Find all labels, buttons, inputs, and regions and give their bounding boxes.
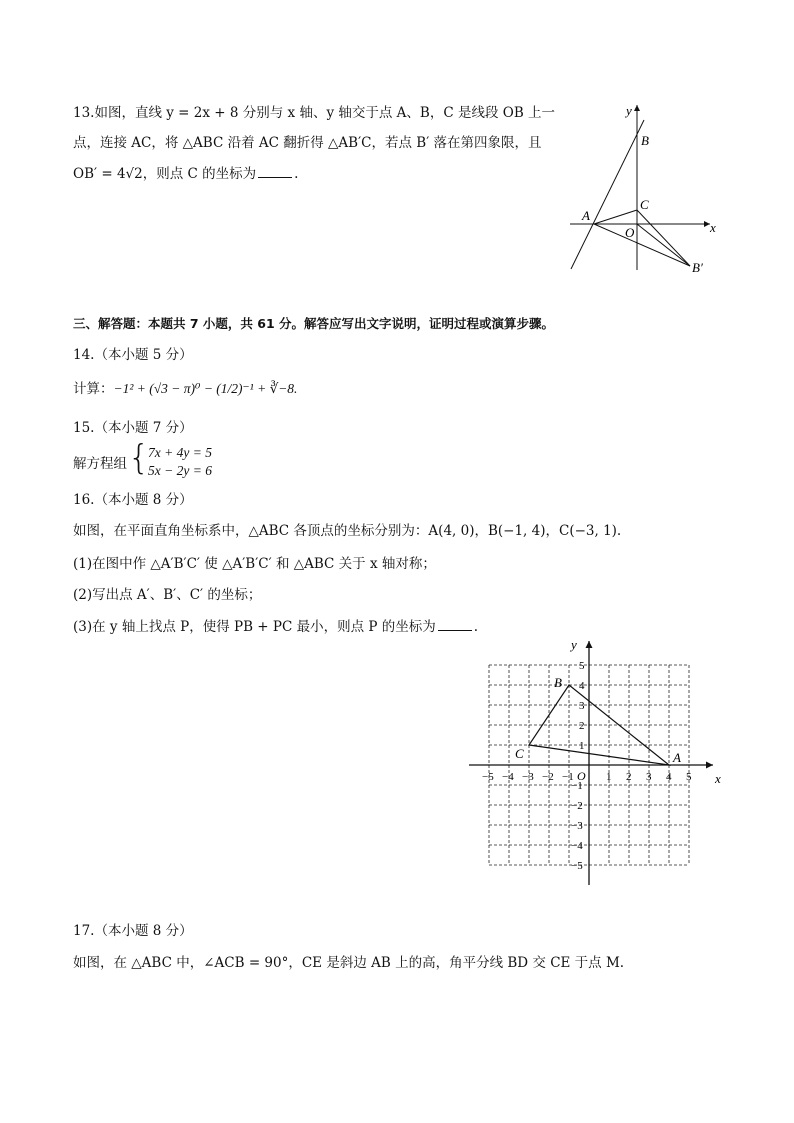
x-tick-label: −5 xyxy=(482,771,494,783)
point-b-label: B xyxy=(554,675,562,690)
q13-seg-obp xyxy=(637,224,690,266)
q13-label-y: y xyxy=(626,103,632,118)
answer-blank xyxy=(438,618,472,631)
q15-head: 15.（本小题 7 分） xyxy=(73,420,193,436)
y-tick-label: 3 xyxy=(579,700,585,712)
x-axis-label: x xyxy=(715,771,721,786)
q13-line-3-end: . xyxy=(294,166,299,182)
q17-head: 17.（本小题 8 分） xyxy=(73,923,193,939)
x-tick-label: 3 xyxy=(646,771,652,783)
q16-part-3-end: . xyxy=(473,619,479,635)
x-tick-label: −4 xyxy=(502,771,514,783)
y-tick-label: −2 xyxy=(571,800,583,812)
x-tick-label: 1 xyxy=(606,771,612,783)
y-tick-label: 2 xyxy=(579,720,585,732)
q13-label-b: B xyxy=(641,133,649,148)
y-tick-label: −4 xyxy=(571,840,583,852)
q13-line-1: 13.如图，直线 y = 2x + 8 分别与 x 轴、y 轴交于点 A、B，C 是线段 OB 上一 xyxy=(73,105,556,121)
q16-head: 16.（本小题 8 分） xyxy=(73,492,193,508)
y-tick-label: −5 xyxy=(571,860,583,872)
q13-label-x: x xyxy=(710,220,716,235)
x-tick-label: −3 xyxy=(522,771,534,783)
q13-seg-abp xyxy=(594,224,690,266)
answer-blank xyxy=(258,165,292,178)
q16-line-1: 如图，在平面直角坐标系中，△ABC 各顶点的坐标分别为：A(4, 0)，B(−1, 4)，C(−3, 1). xyxy=(73,523,622,539)
y-tick-label: 1 xyxy=(579,740,585,752)
section-3-title: 三、解答题：本题共 7 小题，共 61 分。解答应写出文字说明，证明过程或演算步骤。 xyxy=(73,316,555,331)
q13-label-a: A xyxy=(582,208,590,223)
x-tick-label: 4 xyxy=(666,771,672,783)
x-axis-arrow xyxy=(706,762,713,769)
x-tick-label: −1 xyxy=(562,771,574,783)
x-tick-label: 2 xyxy=(626,771,632,783)
q15-eq2: 5x − 2y = 6 xyxy=(148,463,212,478)
q13-label-o: O xyxy=(625,225,635,240)
y-axis-label: y xyxy=(571,640,577,652)
x-tick-label: 5 xyxy=(686,771,692,783)
q14-body xyxy=(73,380,297,398)
y-tick-label: −3 xyxy=(571,820,583,832)
origin-label: O xyxy=(577,769,586,783)
q13-line-3 xyxy=(73,165,298,183)
y-tick-label: 4 xyxy=(579,680,585,692)
q13-label-bprime: B′ xyxy=(692,260,703,275)
q15-label: 解方程组 xyxy=(73,456,127,472)
y-tick-label: −1 xyxy=(571,780,583,792)
q17-line-1: 如图，在 △ABC 中，∠ACB = 90°，CE 是斜边 AB 上的高，角平分线 BD 交 CE 于点 M. xyxy=(73,955,625,971)
q13-line-2: 点，连接 AC，将 △ABC 沿着 AC 翻折得 △AB′C，若点 B′ 落在第四象限，且 xyxy=(73,135,542,151)
q16-part-3-text: (3)在 y 轴上找点 P，使得 PB + PC 最小，则点 P 的坐标为 xyxy=(73,619,436,635)
y-tick-label: 5 xyxy=(579,660,585,672)
q16-part-3 xyxy=(73,618,478,636)
q15-brace: { xyxy=(128,438,150,478)
q13-line-3-text: OB′ = 4√2，则点 C 的坐标为 xyxy=(73,166,257,182)
y-axis-arrow xyxy=(586,641,593,648)
q15-eq1: 7x + 4y = 5 xyxy=(148,445,212,460)
q13-line-ab xyxy=(571,120,644,269)
q14-head: 14.（本小题 5 分） xyxy=(73,347,193,363)
q13-seg-cbp xyxy=(637,210,690,266)
x-tick-label: −2 xyxy=(542,771,554,783)
q13-figure xyxy=(560,100,730,280)
q14-label: 计算： xyxy=(73,381,114,397)
q13-seg-ac xyxy=(594,210,637,224)
q16-part-2: (2)写出点 A′、B′、C′ 的坐标； xyxy=(73,587,262,603)
point-c-label: C xyxy=(515,746,524,761)
q16-part-1: (1)在图中作 △A′B′C′ 使 △A′B′C′ 和 △ABC 关于 x 轴对称； xyxy=(73,556,436,572)
q14-expression: −1² + (√3 − π)⁰ − (1/2)⁻¹ + ∛−8. xyxy=(113,381,298,396)
point-a-label: A xyxy=(673,750,681,765)
q16-coordinate-grid xyxy=(465,640,725,890)
q13-label-c: C xyxy=(640,197,649,212)
